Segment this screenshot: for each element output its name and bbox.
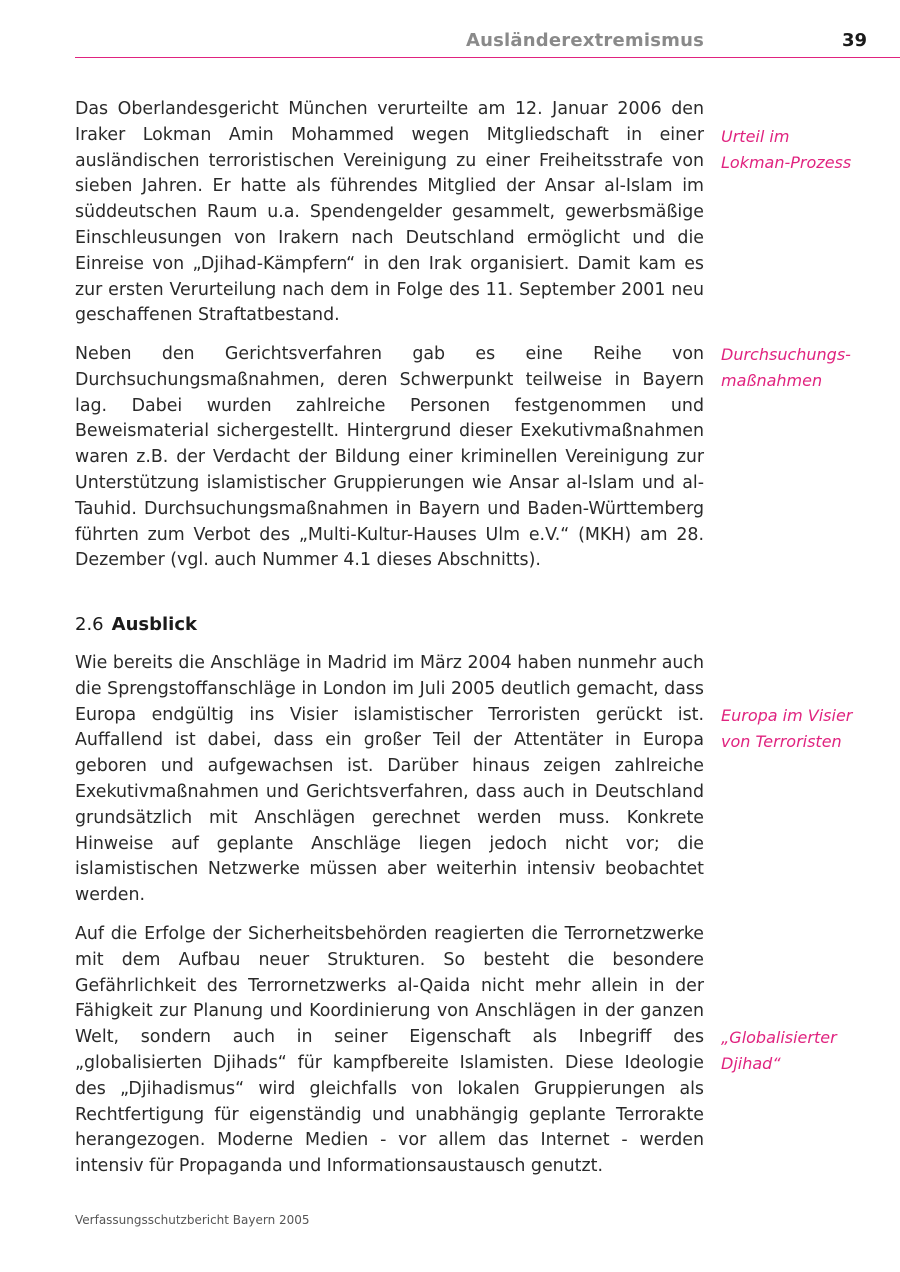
paragraph-global-djihad: Auf die Erfolge der Sicherheitsbehörden reagierten die Terrornetzwerke mit dem Aufbau neuer Strukturen. So besteht die besondere Gefährlichkeit des Terrornetzwerks al-Qaida nicht mehr allein in der Fähigkeit zur Planung und Koordinierung von Anschlägen in der ganzen Welt, sondern auch in seiner Eigenschaft als Inbegriff des „globalisierten Djihads“ für kampfbereite Islamisten. Diese Ideologie des „Djihadismus“ wird gleichfalls von lokalen Gruppierungen als Rechtfertigung für eigenständig und unabhängig geplante Terrorakte herangezogen. Moderne Medien - vor allem das Internet - werden intensiv für Propaganda und Informationsaustausch genutzt. xyxy=(75,924,704,1177)
margin-note-line: maßnahmen xyxy=(721,371,823,390)
margin-note-searches xyxy=(721,342,896,394)
margin-note-europe xyxy=(721,703,896,755)
margin-note-line: von Terroristen xyxy=(721,732,842,751)
header-divider xyxy=(75,57,900,58)
margin-note-line: Lokman-Prozess xyxy=(721,153,852,172)
section-number: 2.6 xyxy=(75,614,104,635)
margin-note-line: Urteil im xyxy=(721,127,790,146)
margin-note-lokman xyxy=(721,124,896,176)
margin-note-line: Djihad“ xyxy=(721,1054,781,1073)
section-title: Ausblick xyxy=(111,614,197,635)
paragraph-lokman-verdict: Das Oberlandesgericht München verurteilte am 12. Januar 2006 den Iraker Lokman Amin Mohammed wegen Mitgliedschaft in einer ausländischen terroristischen Vereinigung zu einer Freiheitsstrafe von sieben Jahren. Er hatte als führendes Mitglied der Ansar al-Islam im süddeutschen Raum u.a. Spendengelder gesammelt, gewerbsmäßige Einschleusungen von Irakern nach Deutschland ermöglicht und die Einreise von „Djihad-Kämpfern“ in den Irak organisiert. Damit kam es zur ersten Verurteilung nach dem in Folge des 11. September 2001 neu geschaffenen Straftatbestand. xyxy=(75,99,704,326)
section-heading xyxy=(75,611,197,639)
page-number: 39 xyxy=(841,30,867,51)
margin-note-line: Europa im Visier xyxy=(721,706,853,725)
running-header-title: Ausländerextremismus xyxy=(466,30,704,51)
paragraph-searches: Neben den Gerichtsverfahren gab es eine Reihe von Durchsuchungsmaßnahmen, deren Schwerpunkt teilweise in Bayern lag. Dabei wurden zahlreiche Personen festgenommen und Beweismaterial sichergestellt. Hintergrund dieser Exekutivmaßnahmen waren z.B. der Verdacht der Bildung einer kriminellen Vereinigung zur Unterstützung islamistischer Gruppierungen wie Ansar al-Islam und al-Tauhid. Durchsuchungsmaßnahmen in Bayern und Baden-Württemberg führten zum Verbot des „Multi-Kultur-Hauses Ulm e.V.“ (MKH) am 28. Dezember (vgl. auch Nummer 4.1 dieses Abschnitts). xyxy=(75,344,704,571)
page-footer: Verfassungsschutzbericht Bayern 2005 xyxy=(75,1213,310,1227)
paragraph-outlook-europe: Wie bereits die Anschläge in Madrid im März 2004 haben nunmehr auch die Sprengstoffanschläge in London im Juli 2005 deutlich gemacht, dass Europa endgültig ins Visier islamistischer Terroristen gerückt ist. Auffallend ist dabei, dass ein großer Teil der Attentäter in Europa geboren und aufgewachsen ist. Darüber hinaus zeigen zahlreiche Exekutivmaßnahmen und Gerichtsverfahren, dass auch in Deutschland grundsätzlich mit Anschlägen gerechnet werden muss. Konkrete Hinweise auf geplante Anschläge liegen jedoch nicht vor; die islamistischen Netzwerke müssen aber weiterhin intensiv beobachtet werden. xyxy=(75,653,704,906)
margin-note-line: „Globalisierter xyxy=(721,1028,837,1047)
margin-note-line: Durchsuchungs- xyxy=(721,345,851,364)
margin-note-global-djihad xyxy=(721,1025,896,1077)
